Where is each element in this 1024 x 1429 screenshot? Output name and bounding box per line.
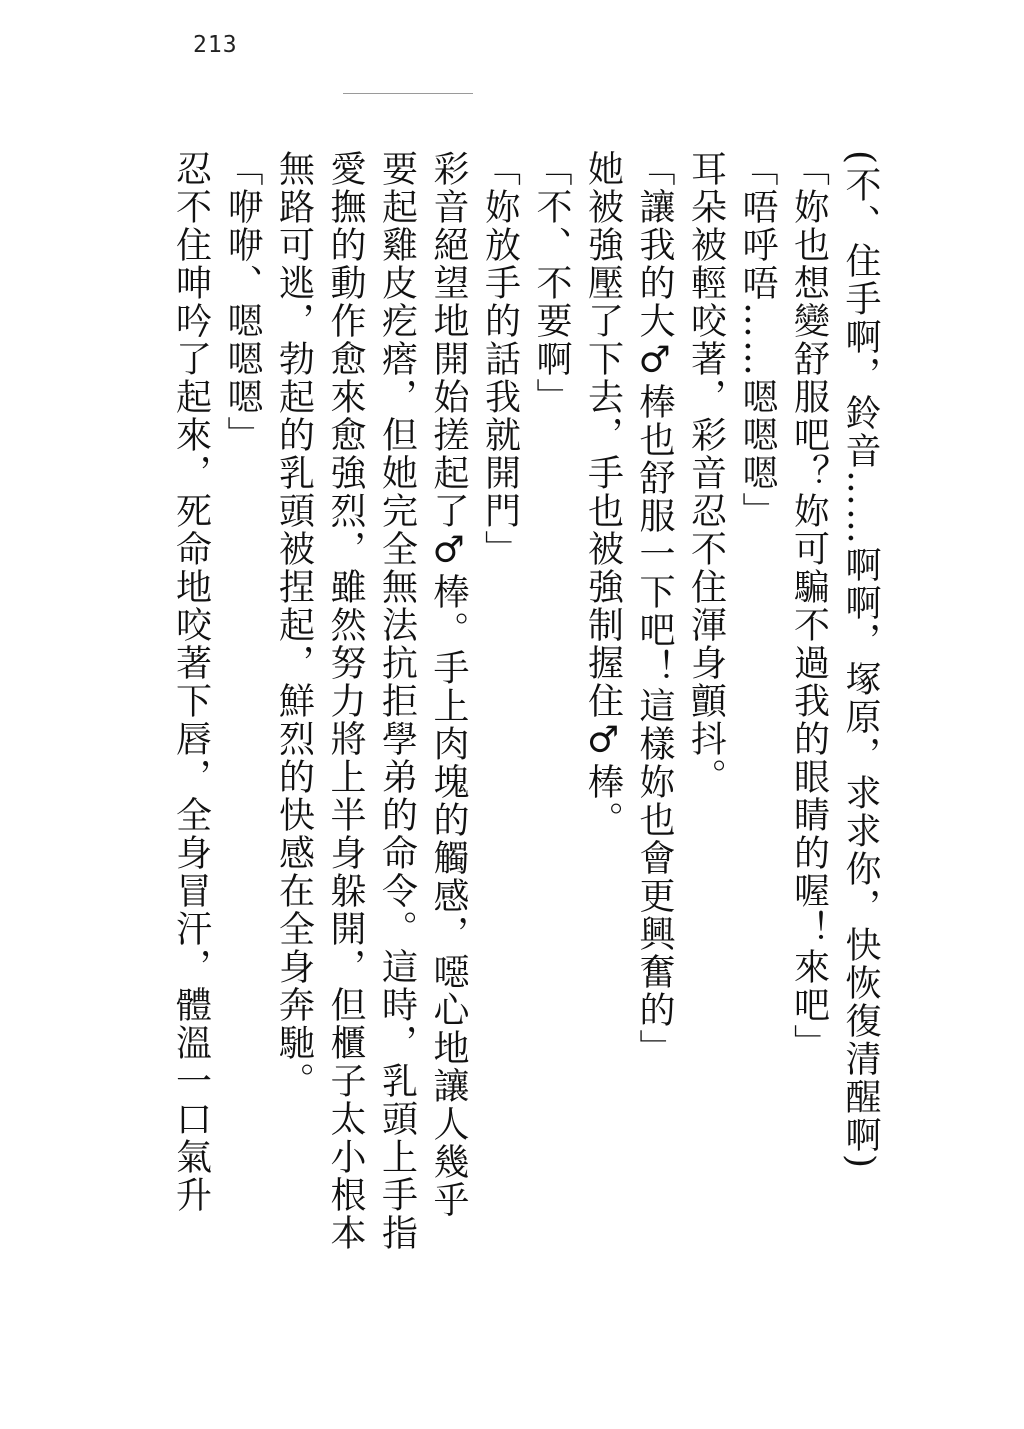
text-line: (不、住手啊，鈴音……啊啊，塚原，求求你，快恢復清醒啊) [840,150,881,1171]
text-line: 「妳放手的話我就開門」 [479,150,521,568]
text-line: 要起雞皮疙瘩，但她完全無法抗拒學弟的命令。這時，乳頭上手指 [376,150,418,1252]
text-line: 「讓我的大♂棒也舒服一下吧！這樣妳也會更興奮的」 [634,150,675,1067]
text-line: 耳朵被輕咬著，彩音忍不住渾身顫抖。 [685,150,727,796]
page-number: 213 [193,32,238,58]
text-line: 無路可逃，勃起的乳頭被捏起，鮮烈的快感在全身奔馳。 [273,150,315,1100]
text-line: 彩音絕望地開始搓起了♂棒。手上肉塊的觸感，噁心地讓人幾乎 [428,150,469,1219]
body-text [165,150,886,1270]
text-line: 「妳也想變舒服吧？妳可騙不過我的眼睛的喔！來吧」 [788,150,830,1062]
header-rule [343,93,473,94]
text-line: 「唔呼唔……嗯嗯嗯」 [737,150,778,530]
text-line: 「咿咿、嗯嗯嗯」 [222,150,263,454]
text-line: 愛撫的動作愈來愈強烈，雖然努力將上半身躲開，但櫃子太小根本 [325,150,366,1252]
text-line: 她被強壓了下去，手也被強制握住♂棒。 [582,150,624,839]
text-line: 「不、不要啊」 [531,150,572,416]
text-line: 忍不住呻吟了起來，死命地咬著下唇，全身冒汗，體溫一口氣升 [170,150,212,1214]
